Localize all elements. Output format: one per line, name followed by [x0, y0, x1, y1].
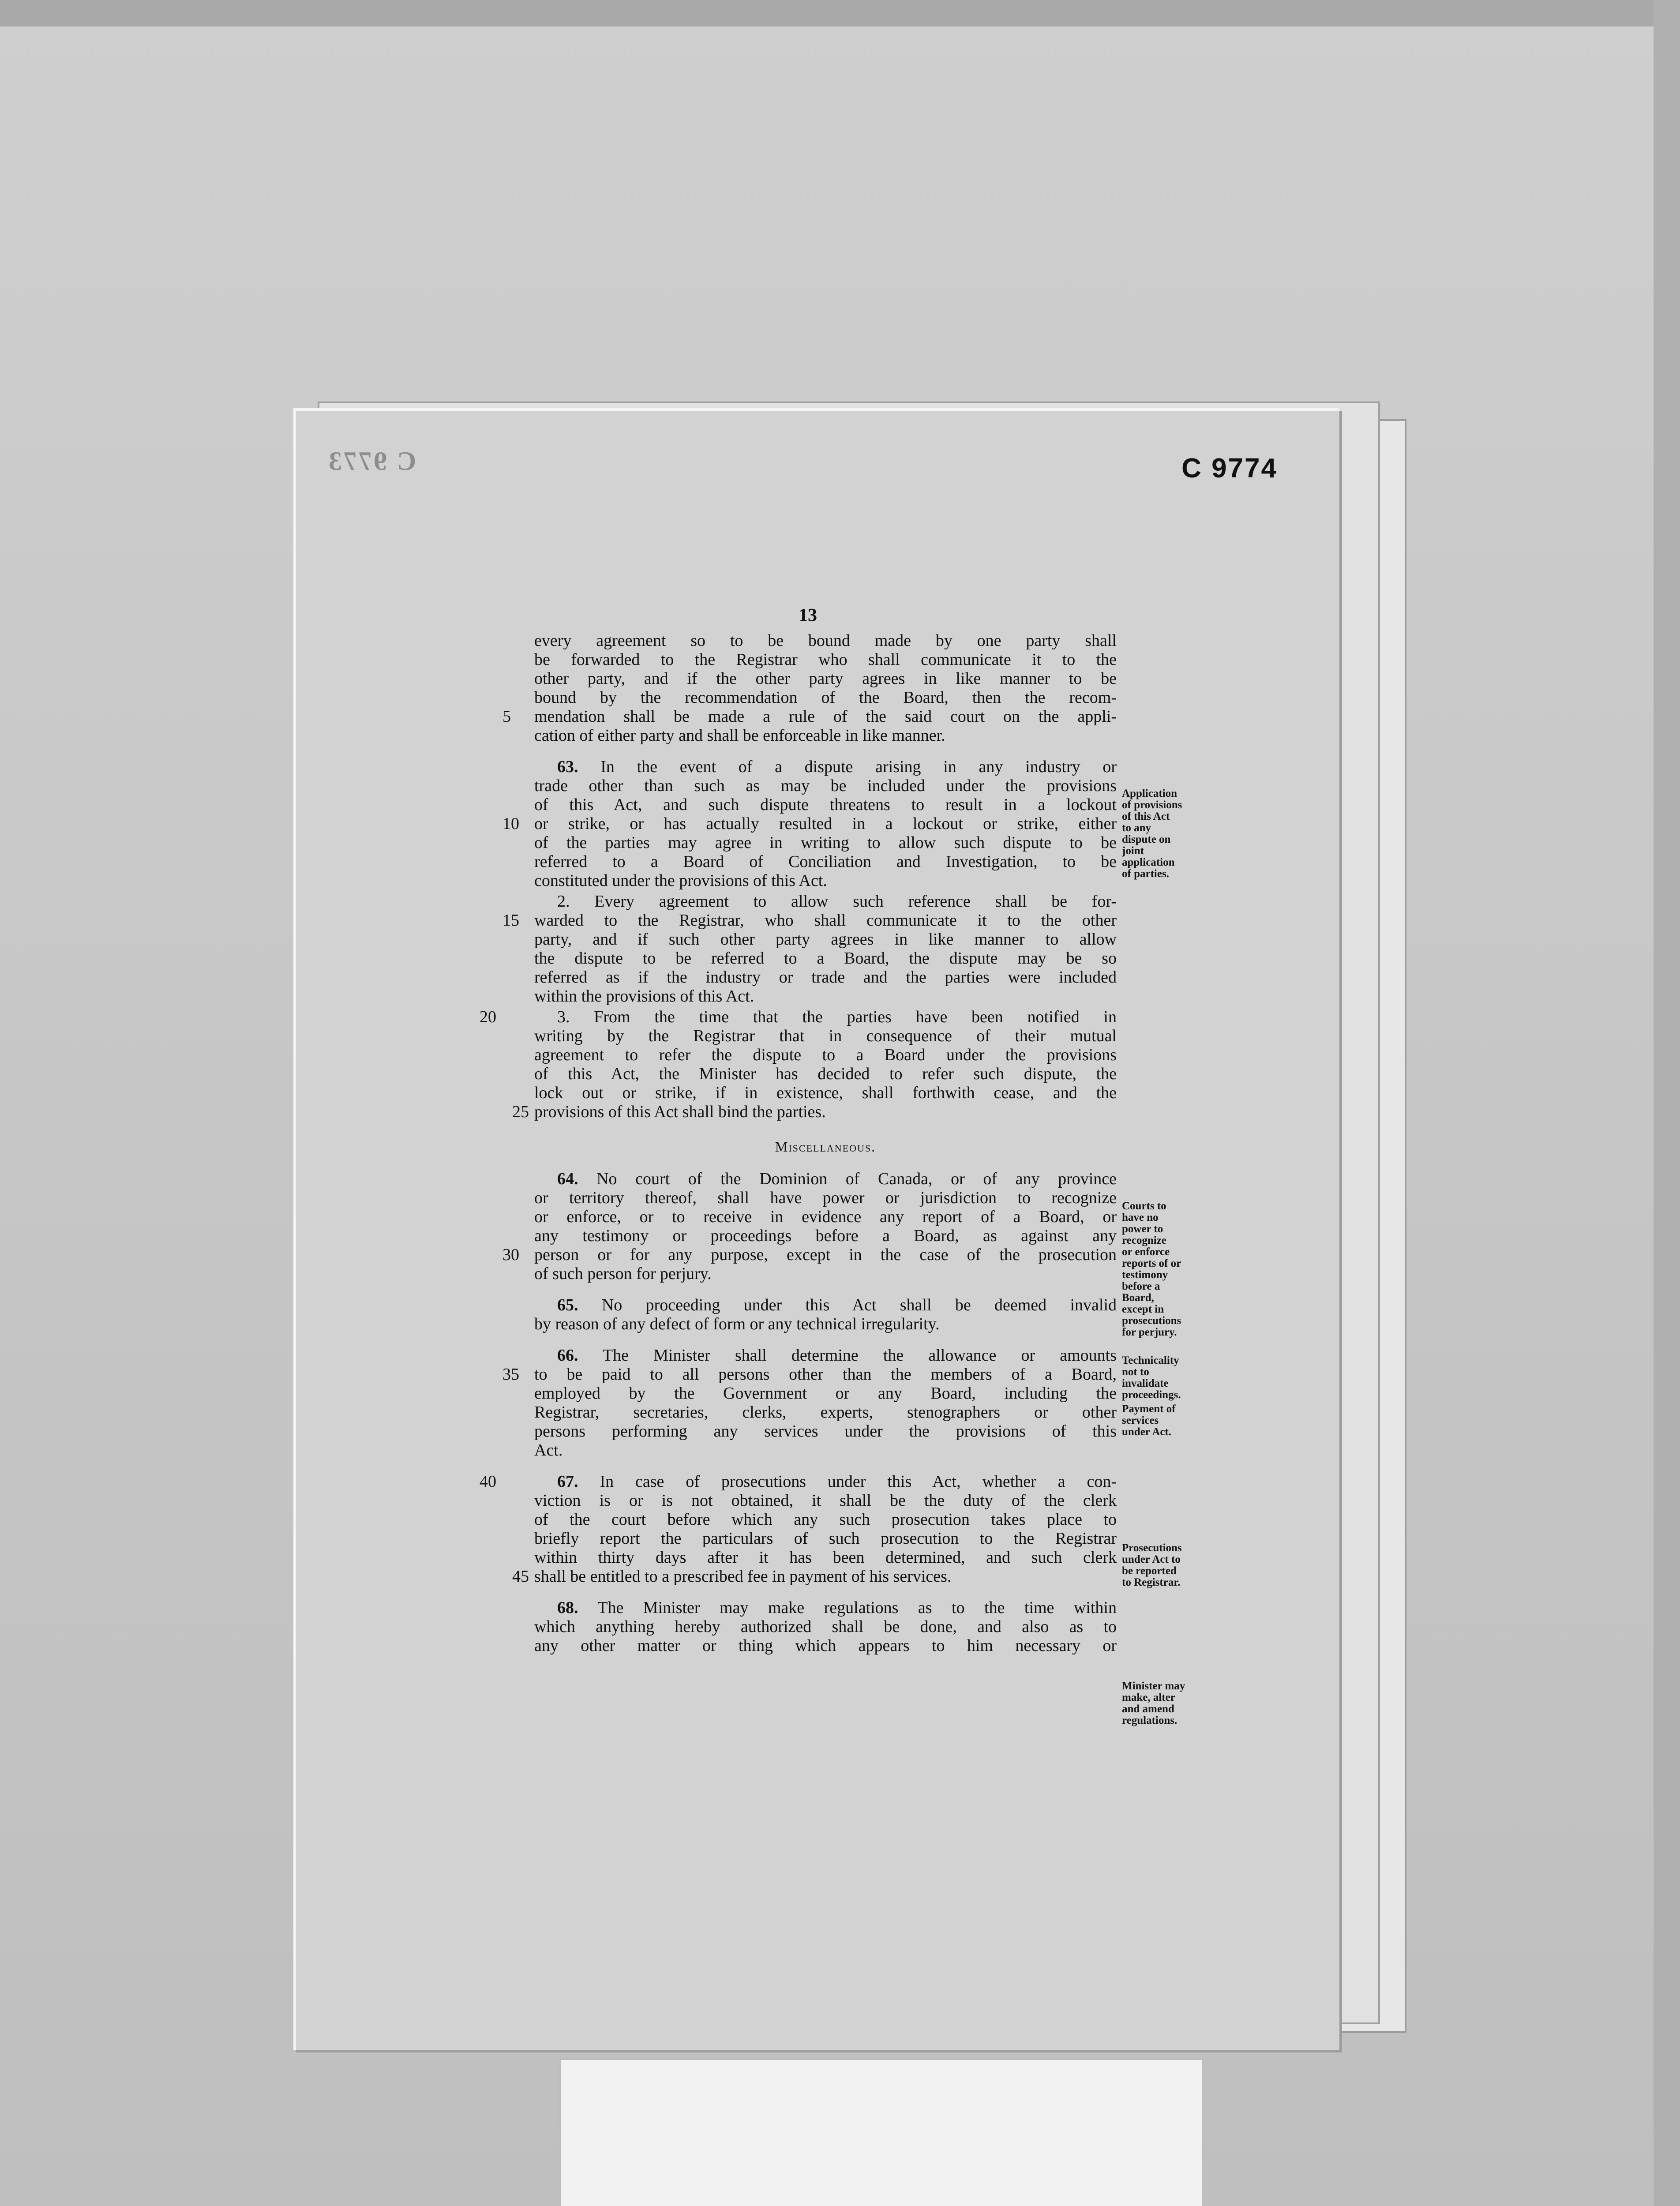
text-line: lock out or strike, if in existence, shall forthwith cease, and the	[534, 1084, 1117, 1102]
text-line: within the provisions of this Act.	[534, 987, 754, 1005]
section-number: 65.	[557, 1296, 578, 1314]
section-number: 68.	[557, 1598, 578, 1617]
paragraph-continuation	[502, 631, 1117, 745]
line-number: 45	[512, 1567, 529, 1586]
section-63-subsection-2	[502, 892, 1117, 1006]
text-line: 20 3. From the time that the parties have been notified in	[480, 1008, 1117, 1026]
text-line: 45 shall be entitled to a prescribed fee in payment of his services.	[534, 1567, 1117, 1586]
mirrored-stamp: C 9773	[327, 446, 416, 476]
marginal-note-68: Minister may make, alter and amend regulations.	[1122, 1680, 1185, 1726]
document-id: C 9774	[1181, 453, 1278, 484]
text-line: of this Act, and such dispute threatens to result in a lockout	[534, 795, 1117, 814]
text-line: bound by the recommendation of the Board, then the recom-	[534, 688, 1117, 707]
text-line: constituted under the provisions of this Act.	[534, 871, 827, 890]
text-line: 35 to be paid to all persons other than the members of a Board,	[502, 1365, 1117, 1384]
text-line: cation of either party and shall be enforceable in like manner.	[534, 726, 945, 745]
text-line: employed by the Government or any Board, including the	[534, 1384, 1117, 1403]
text-line: party, and if such other party agrees in like manner to allow	[534, 930, 1117, 949]
text-line: referred to a Board of Conciliation and Investigation, to be	[534, 852, 1117, 871]
line-number: 20	[480, 1008, 496, 1026]
text-line: 64. No court of the Dominion of Canada, or of any province	[557, 1170, 1117, 1188]
text-line: 2. Every agreement to allow such reference shall be for-	[557, 892, 1117, 911]
section-68	[534, 1598, 1117, 1655]
page-number: 13	[799, 605, 817, 626]
marginal-note-67: Prosecutions under Act to be reported to Registrar.	[1122, 1542, 1182, 1588]
text-line: every agreement so to be bound made by one party shall	[534, 631, 1117, 650]
section-number: 63.	[557, 758, 578, 776]
section-66	[502, 1346, 1117, 1460]
marginal-note-65: Technicality not to invalidate proceedings.	[1122, 1354, 1181, 1401]
text-line: any testimony or proceedings before a Board, as against any	[534, 1227, 1117, 1245]
text-line: be forwarded to the Registrar who shall communicate it to the	[534, 650, 1117, 669]
collection-label-card	[559, 2058, 1204, 2206]
section-number: 66.	[557, 1346, 578, 1365]
section-64	[502, 1170, 1117, 1283]
text-line: other party, and if the other party agrees in like manner to be	[534, 669, 1117, 688]
text-line: 63. In the event of a dispute arising in any industry or	[557, 758, 1117, 776]
text-line: of the court before which any such prosecution takes place to	[534, 1510, 1117, 1529]
section-63	[502, 758, 1117, 890]
section-number: 64.	[557, 1170, 578, 1188]
text-line: 68. The Minister may make regulations as to the time within	[557, 1598, 1117, 1617]
text-line: the dispute to be referred to a Board, the dispute may be so	[534, 949, 1117, 968]
film-edge-right	[1654, 0, 1680, 2206]
text-line: 25 provisions of this Act shall bind the parties.	[534, 1103, 1117, 1122]
line-number: 5	[502, 707, 511, 726]
text-line: within thirty days after it has been determined, and such clerk	[534, 1548, 1117, 1567]
film-edge-top	[0, 0, 1680, 26]
marginal-note-64: Courts to have no power to recognize or enforce reports of or testimony before a Board, except in prosecutions for perjury.	[1122, 1200, 1181, 1338]
text-line: 30 person or for any purpose, except in the case of the prosecution	[502, 1246, 1117, 1264]
text-line: 66. The Minister shall determine the allowance or amounts	[557, 1346, 1117, 1365]
text-line: 10 or strike, or has actually resulted in a lockout or strike, either	[502, 814, 1117, 833]
text-line: viction is or is not obtained, it shall be the duty of the clerk	[534, 1491, 1117, 1510]
section-63-subsection-3	[480, 1008, 1117, 1122]
text-line: trade other than such as may be included under the provisions	[534, 777, 1117, 795]
text-line: 5 mendation shall be made a rule of the said court on the appli-	[502, 707, 1117, 726]
text-line: briefly report the particulars of such prosecution to the Registrar	[534, 1529, 1117, 1548]
text-line: 40 67. In case of prosecutions under this Act, whether a con-	[480, 1472, 1117, 1491]
document-page	[293, 408, 1339, 2050]
text-line: writing by the Registrar that in consequence of their mutual	[534, 1027, 1117, 1045]
text-line: of this Act, the Minister has decided to refer such dispute, the	[534, 1065, 1117, 1083]
text-line: 65. No proceeding under this Act shall be deemed invalid	[557, 1296, 1117, 1314]
text-line: Registrar, secretaries, clerks, experts, stenographers or other	[534, 1403, 1117, 1422]
text-line: Act.	[534, 1441, 563, 1459]
text-line: or territory thereof, shall have power or jurisdiction to recognize	[534, 1189, 1117, 1207]
section-67	[480, 1472, 1117, 1586]
section-heading: Miscellaneous.	[775, 1139, 876, 1155]
line-number: 15	[502, 911, 519, 930]
text-line: of the parties may agree in writing to allow such dispute to be	[534, 833, 1117, 852]
text-line: which anything hereby authorized shall be done, and also as to	[534, 1617, 1117, 1636]
text-line: any other matter or thing which appears to him necessary or	[534, 1636, 1117, 1655]
line-number: 35	[502, 1365, 519, 1384]
section-number: 67.	[557, 1472, 578, 1491]
text-line: of such person for perjury.	[534, 1264, 712, 1283]
text-line: by reason of any defect of form or any technical irregularity.	[534, 1315, 940, 1333]
line-number: 10	[502, 814, 519, 833]
marginal-note-66: Payment of services under Act.	[1122, 1403, 1176, 1438]
line-number: 25	[512, 1103, 529, 1121]
text-line: or enforce, or to receive in evidence any report of a Board, or	[534, 1208, 1117, 1226]
text-line: agreement to refer the dispute to a Board under the provisions	[534, 1046, 1117, 1064]
text-line: 15 warded to the Registrar, who shall communicate it to the other	[502, 911, 1117, 930]
text-line: referred as if the industry or trade and the parties were included	[534, 968, 1117, 987]
line-number: 40	[480, 1472, 496, 1491]
text-line: persons performing any services under the provisions of this	[534, 1422, 1117, 1441]
marginal-note-63: Application of provisions of this Act to any dispute on joint application of parties.	[1122, 788, 1182, 880]
section-65	[534, 1296, 1117, 1334]
body-text	[480, 631, 1117, 1668]
line-number: 30	[502, 1246, 519, 1264]
